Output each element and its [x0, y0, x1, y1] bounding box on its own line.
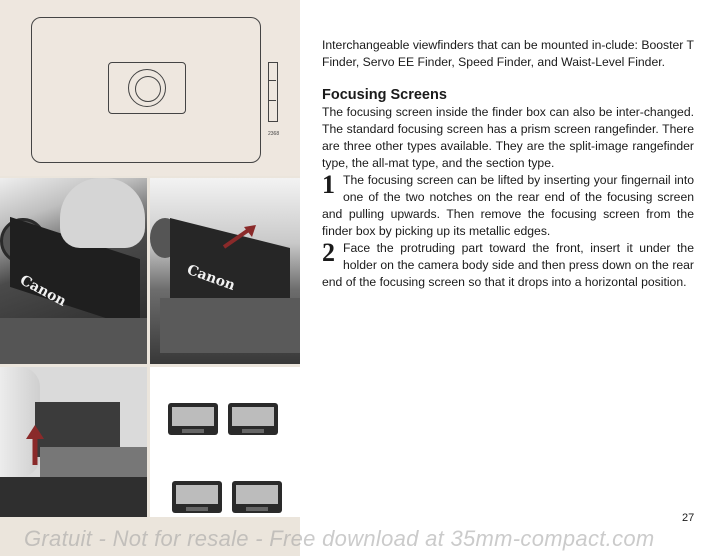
- focusing-screen-sample: [172, 481, 222, 513]
- photo-screen-insertion: [0, 367, 147, 517]
- text-column: [322, 37, 694, 291]
- side-profile-tick: [268, 100, 276, 101]
- step-number: 2: [322, 238, 335, 267]
- watermark: Gratuit - Not for resale - Free download at 35mm-compact.com: [24, 526, 655, 551]
- body-paragraph: The focusing screen inside the finder box can also be inter-changed. The standard focusing screen has a prism screen rangefinder. There are three other types available. They are the split-image rangefinder type, the all-mat type, and the section type.: [322, 105, 694, 170]
- up-arrow-icon: [220, 223, 260, 253]
- step-text: Face the protruding part toward the front, insert it under the holder on the camera body side and then press down on the rear end of the focusing screen so that it drops into a horizontal position.: [322, 241, 694, 289]
- focusing-screen-sample: [228, 403, 278, 435]
- illustration-column: [0, 0, 300, 556]
- finder-box-diagram: [0, 0, 300, 176]
- section-heading: Focusing Screens: [322, 87, 447, 103]
- side-profile-tick: [268, 80, 276, 81]
- camera-brand-logo-2: Canon: [184, 261, 238, 295]
- photo-screen-types: [150, 367, 300, 517]
- photo-finder-removal: [0, 178, 147, 364]
- intro-paragraph: Interchangeable viewfinders that can be mounted in-clude: Booster T Finder, Servo EE Finder, Speed Finder, and Waist-Level Finder.: [322, 38, 694, 69]
- focusing-screen-sample: [168, 403, 218, 435]
- step-number: 1: [322, 170, 335, 199]
- page-number: 27: [682, 512, 695, 524]
- photo-finder-lifted: [150, 178, 300, 364]
- step-1: [322, 172, 694, 240]
- lens-ring-inner-outline: [135, 76, 161, 102]
- camera-brand-logo: Canon: [17, 272, 69, 310]
- step-2: [322, 240, 694, 291]
- step-text: The focusing screen can be lifted by inserting your fingernail into one of the two notches on the rear end of the focusing screen and pulling upwards. Then remove the focusing screen from the finder box by picking up its metallic edges.: [322, 173, 694, 238]
- focusing-screen-sample: [232, 481, 282, 513]
- diagram-reference-number: 2368: [268, 131, 280, 137]
- finder-side-profile: [268, 62, 278, 122]
- up-arrow-icon: [26, 425, 44, 467]
